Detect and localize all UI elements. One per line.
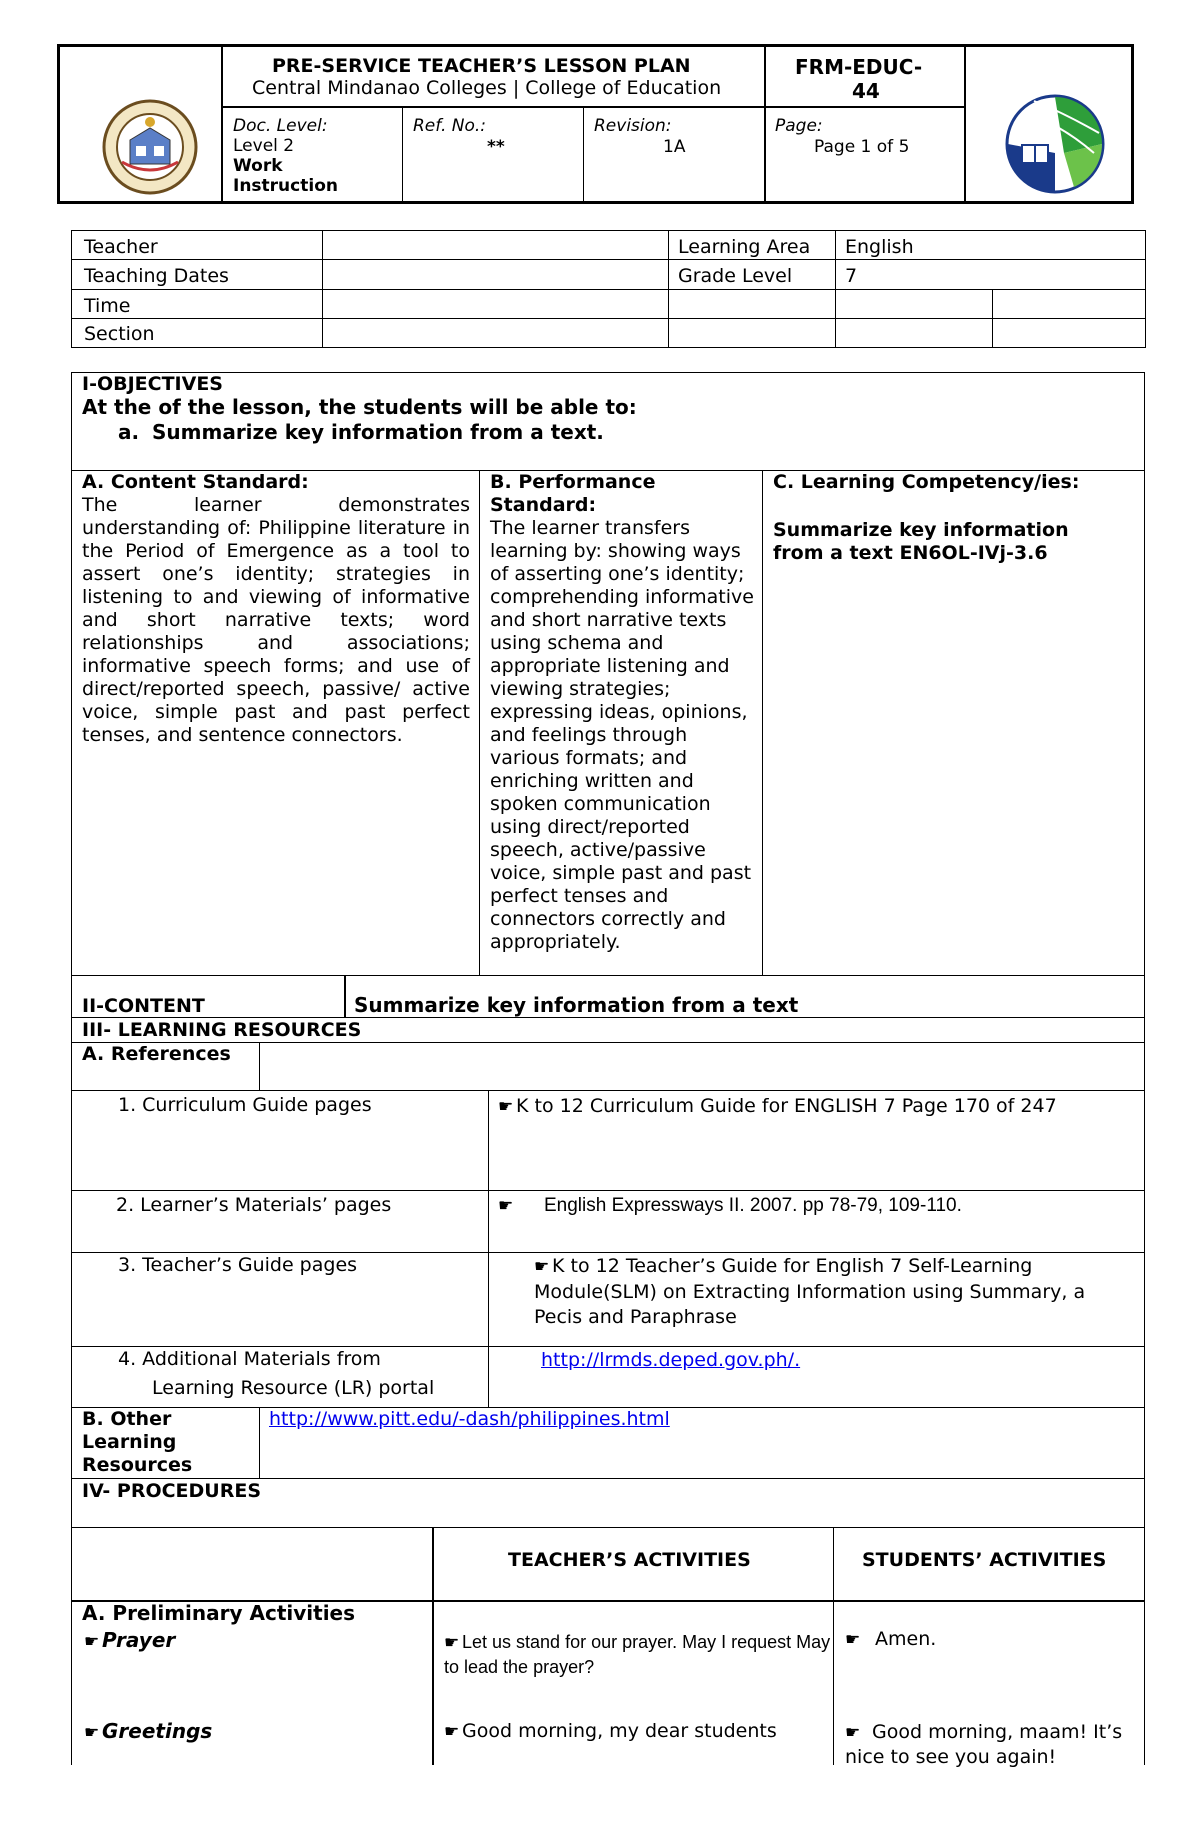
objective-marker: a. <box>118 420 140 444</box>
learners-materials-value: ☛ English Expressways II. 2007. pp 78-79, 109-110. <box>498 1195 962 1216</box>
doc-level-value: Work <box>233 156 283 176</box>
hand-pointer-icon: ☛ <box>84 1723 100 1743</box>
content-label: II-CONTENT <box>82 995 205 1017</box>
school-seal-logo <box>100 98 200 196</box>
section-label: Section <box>84 323 155 345</box>
other-resources-label: Learning <box>82 1431 177 1453</box>
col-line <box>762 470 763 975</box>
learners-materials-label: 2. Learner’s Materials’ pages <box>116 1194 392 1216</box>
col-line <box>479 470 480 975</box>
revision-value: 1A <box>663 137 686 157</box>
table-border <box>71 372 72 1765</box>
content-standard-text: The learner demonstrates understanding of: Philippine literature in the Period of Emergence as a tool to assert one’s identity; strategies in listening to and viewing of informative and short narrative texts; word relationships and associations; informative speech forms; and use of direct/reported speech, passive/ active voice, simple past and past perfect tenses, and sentence connectors. <box>82 494 470 746</box>
info-row-line <box>71 259 1146 260</box>
header-title: PRE-SERVICE TEACHER’S LESSON PLAN <box>272 55 691 77</box>
hand-pointer-icon: ☛ <box>498 1097 514 1117</box>
performance-standard-label: B. Performance <box>490 471 656 493</box>
other-resources-label: B. Other <box>82 1408 172 1430</box>
performance-standard-label: Standard: <box>490 494 597 516</box>
info-col-line <box>322 230 323 348</box>
college-logo <box>1004 93 1106 195</box>
greetings-teacher-activity: ☛ Good morning, my dear students <box>444 1720 777 1742</box>
grade-level-value: 7 <box>845 265 858 287</box>
procedures-heading: IV- PROCEDURES <box>82 1480 262 1502</box>
col-line <box>344 975 346 1017</box>
objective-item: Summarize key information from a text. <box>152 420 604 444</box>
additional-materials-label: 4. Additional Materials from <box>118 1348 381 1370</box>
teachers-guide-value: ☛ K to 12 Teacher’s Guide for English 7 Self-Learning Module(SLM) on Extracting Information using Summary, a Pecis and Paraphrase <box>534 1255 1086 1328</box>
info-row-line <box>71 318 1146 319</box>
header-divider <box>221 46 223 202</box>
content-value: Summarize key information from a text <box>354 993 799 1017</box>
info-col-line <box>992 289 993 348</box>
form-code: FRM-EDUC- <box>795 55 923 79</box>
additional-materials-label: Learning Resource (LR) portal <box>152 1377 435 1399</box>
hand-pointer-icon: ☛ <box>444 1633 460 1652</box>
time-label: Time <box>84 295 131 317</box>
hand-pointer-icon: ☛ <box>444 1722 460 1742</box>
lr-portal-link[interactable]: http://lrmds.deped.gov.ph/. <box>541 1349 801 1371</box>
other-resources-label: Resources <box>82 1454 193 1476</box>
curriculum-guide-label: 1. Curriculum Guide pages <box>118 1094 372 1116</box>
row-line <box>71 1090 1145 1091</box>
row-line <box>71 1190 1145 1191</box>
learning-area-label: Learning Area <box>678 236 811 258</box>
curriculum-guide-value: ☛ K to 12 Curriculum Guide for ENGLISH 7 Page 170 of 247 <box>498 1094 1118 1120</box>
teaching-dates-label: Teaching Dates <box>84 265 229 287</box>
grade-level-label: Grade Level <box>678 265 793 287</box>
col-line <box>432 1527 434 1765</box>
learning-resources-heading: III- LEARNING RESOURCES <box>82 1019 362 1041</box>
col-line <box>488 1090 489 1408</box>
row-line <box>71 1042 1145 1043</box>
objectives-heading: I-OBJECTIVES <box>82 373 223 395</box>
row-line <box>71 1017 1145 1018</box>
hand-pointer-icon: ☛ <box>845 1723 861 1743</box>
revision-label: Revision: <box>594 116 672 136</box>
objectives-intro: At the of the lesson, the students will be able to: <box>82 395 637 419</box>
header-divider <box>764 46 766 202</box>
learning-competency-text: Summarize key information from a text EN6OL-IVj-3.6 <box>773 519 1069 564</box>
header-divider <box>964 46 966 202</box>
content-standard-label: A. Content Standard: <box>82 471 309 493</box>
row-line <box>71 1478 1145 1479</box>
header-subtitle: Central Mindanao Colleges | College of Education <box>252 77 722 99</box>
header-divider <box>402 106 403 202</box>
learning-competency-label: C. Learning Competency/ies: <box>773 471 1080 493</box>
learning-area-value: English <box>845 236 914 258</box>
students-activities-header: STUDENTS’ ACTIVITIES <box>862 1549 1107 1571</box>
references-label: A. References <box>82 1043 231 1065</box>
greetings-label: ☛ Greetings <box>84 1719 213 1743</box>
row-line <box>71 1252 1145 1253</box>
doc-level-value: Level 2 <box>233 136 295 156</box>
col-line <box>259 1042 260 1090</box>
page-value: Page 1 of 5 <box>814 137 910 157</box>
teachers-activities-header: TEACHER’S ACTIVITIES <box>508 1549 751 1571</box>
info-row-line <box>71 289 1146 290</box>
ref-label: Ref. No.: <box>413 116 487 136</box>
form-code-number: 44 <box>852 79 880 103</box>
hand-pointer-icon: ☛ <box>498 1196 514 1215</box>
other-resources-link[interactable]: http://www.pitt.edu/-dash/philippines.html <box>269 1408 670 1430</box>
info-col-line <box>835 230 836 348</box>
ref-value: ** <box>487 137 505 157</box>
teachers-guide-label: 3. Teacher’s Guide pages <box>118 1254 358 1276</box>
info-col-line <box>668 230 669 348</box>
page-label: Page: <box>775 116 823 136</box>
doc-level-label: Doc. Level: <box>233 116 328 136</box>
table-border <box>71 372 1145 373</box>
prayer-label: ☛ Prayer <box>84 1628 176 1652</box>
hand-pointer-icon: ☛ <box>84 1632 100 1652</box>
preliminary-activities-label: A. Preliminary Activities <box>82 1601 356 1625</box>
prayer-student-activity: ☛ Amen. <box>845 1628 937 1650</box>
header-divider <box>583 106 584 202</box>
doc-level-value: Instruction <box>233 176 338 196</box>
table-border <box>1144 372 1145 1765</box>
row-line <box>71 1346 1145 1347</box>
hand-pointer-icon: ☛ <box>845 1630 861 1650</box>
col-line <box>259 1407 260 1478</box>
greetings-student-activity: ☛ Good morning, maam! It’s nice to see you again! <box>845 1721 1123 1768</box>
prayer-teacher-activity: ☛ Let us stand for our prayer. May I request May to lead the prayer? <box>444 1632 831 1677</box>
teacher-label: Teacher <box>84 236 158 258</box>
row-line <box>71 1527 1145 1528</box>
performance-standard-text: The learner transfers learning by: showing ways of asserting one’s identity; comprehending informative and short narrative texts using schema and appropriate listening and viewing strategies; expressing ideas, opinions, and feelings through various formats; and enriching written and spoken communication using direct/reported speech, active/passive voice, simple past and past perfect tenses and connectors correctly and appropriately. <box>490 517 754 953</box>
row-line <box>71 975 1145 976</box>
header-divider <box>221 106 966 108</box>
hand-pointer-icon: ☛ <box>534 1257 550 1277</box>
